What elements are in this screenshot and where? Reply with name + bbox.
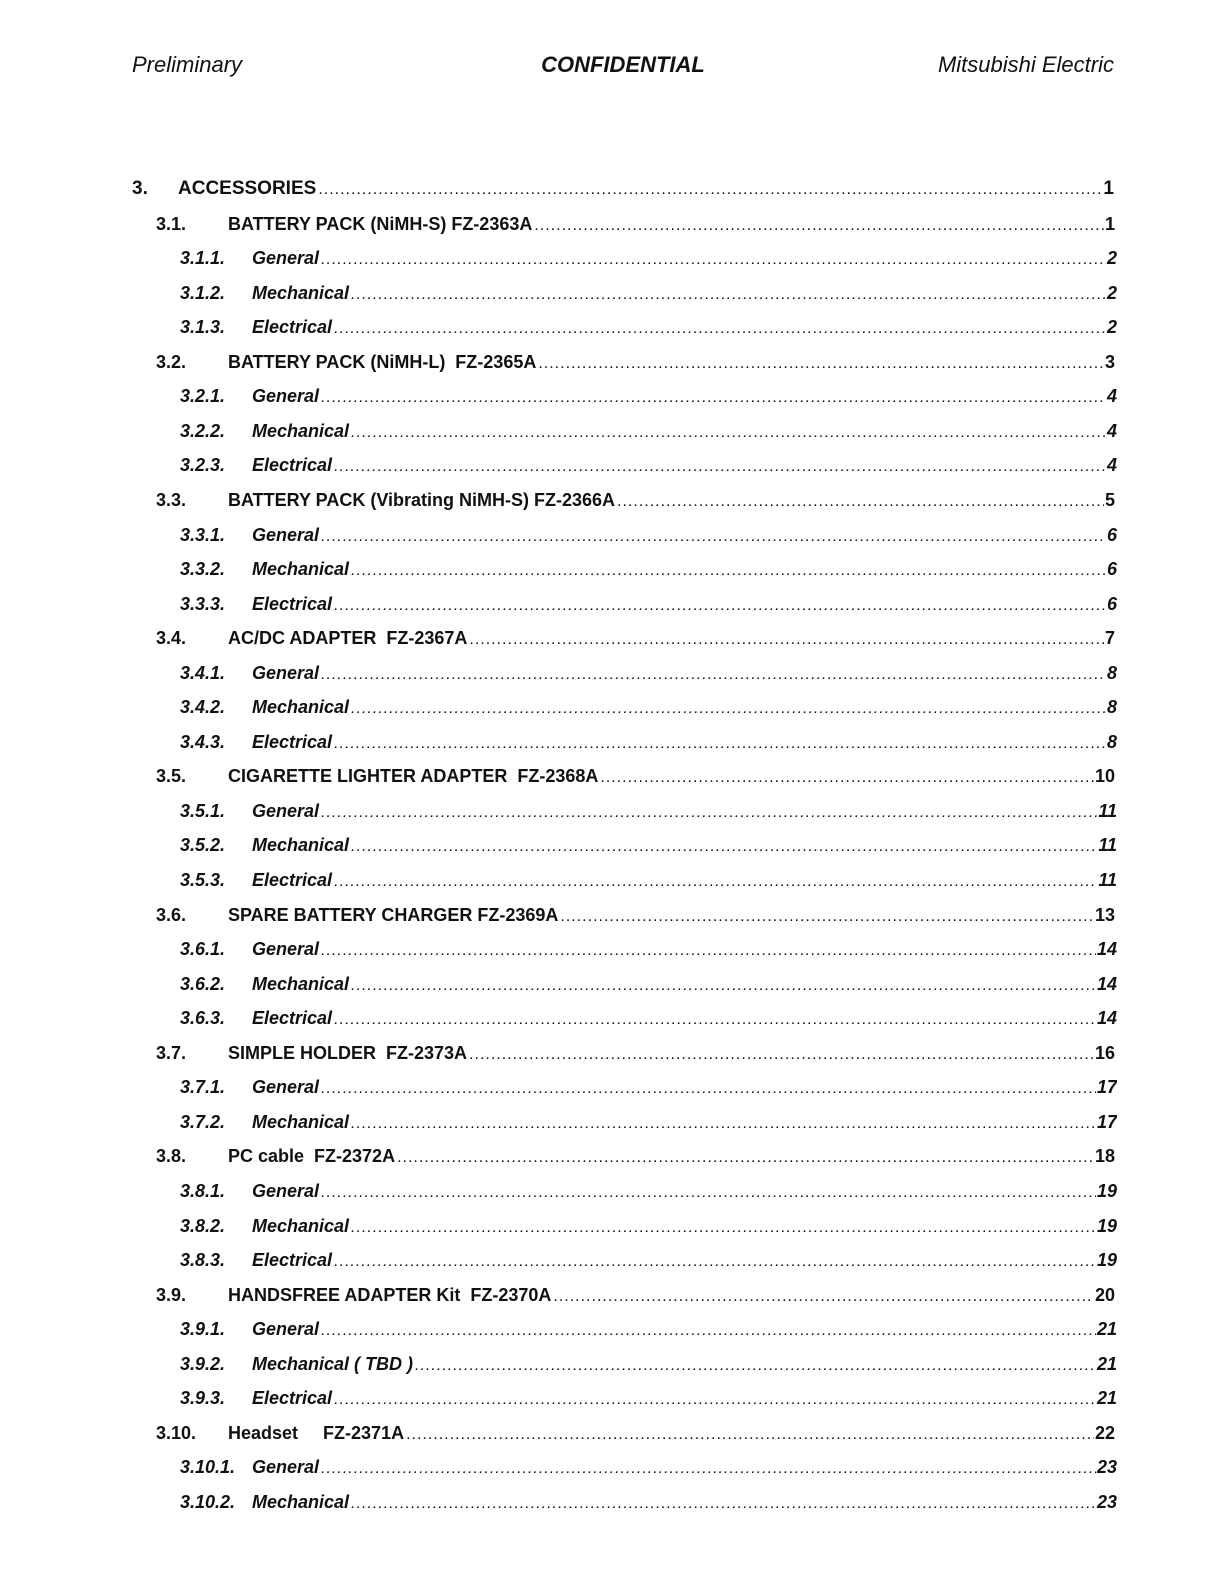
toc-entry [180, 796, 1117, 826]
toc-dot-leader [617, 487, 1104, 515]
toc-entry [180, 1349, 1117, 1379]
toc-entry-number: 3. [132, 178, 148, 199]
toc-entry-number: 3.5.1. [180, 800, 226, 821]
toc-entry [180, 830, 1117, 860]
toc-entry-number: 3.9.2. [180, 1353, 226, 1374]
toc-dot-leader [321, 1316, 1096, 1344]
toc-entry-number: 3.2. [156, 351, 187, 372]
toc-entry [180, 1452, 1117, 1482]
toc-entry-number: 3.6.3. [180, 1008, 226, 1029]
toc-entry [180, 658, 1117, 688]
toc-dot-leader [321, 798, 1097, 826]
toc-entry-number: 3.1. [156, 213, 187, 234]
toc-entry-page: 4 [1106, 386, 1117, 407]
toc-entry [180, 1211, 1117, 1241]
toc-entry-page: 21 [1096, 1353, 1117, 1374]
toc-entry-number: 3.1.3. [180, 317, 226, 338]
toc-entry-page: 17 [1096, 1077, 1117, 1098]
toc-entry-title: Electrical [252, 1008, 333, 1029]
toc-dot-leader [351, 694, 1106, 722]
toc-entry-title: BATTERY PACK (Vibrating NiMH-S) FZ-2366A [228, 489, 616, 510]
toc-entry-page: 23 [1096, 1491, 1117, 1512]
toc-entry-title: Electrical [252, 455, 333, 476]
toc-entry-number: 3.4.2. [180, 697, 226, 718]
toc-entry-title: Mechanical [252, 973, 350, 994]
toc-entry-page: 14 [1096, 939, 1117, 960]
toc-entry-page: 16 [1094, 1042, 1115, 1063]
toc-entry-title: SPARE BATTERY CHARGER FZ-2369A [228, 904, 559, 925]
toc-entry-page: 6 [1106, 524, 1117, 545]
toc-dot-leader [351, 971, 1096, 999]
toc-dot-leader [321, 1178, 1096, 1206]
toc-entry-number: 3.1.1. [180, 248, 226, 269]
toc-entry-number: 3.6. [156, 904, 187, 925]
toc-dot-leader [469, 1040, 1094, 1068]
toc-dot-leader [334, 314, 1106, 342]
toc-entry-title: Mechanical [252, 420, 350, 441]
toc-entry-title: Mechanical [252, 1491, 350, 1512]
toc-entry-page: 8 [1106, 731, 1117, 752]
toc-entry-title: Mechanical ( TBD ) [252, 1353, 414, 1374]
toc-entry-title: BATTERY PACK (NiMH-S) FZ-2363A [228, 213, 533, 234]
toc-dot-leader [334, 1385, 1096, 1413]
toc-entry-title: Mechanical [252, 1111, 350, 1132]
toc-dot-leader [334, 452, 1106, 480]
toc-entry-page: 17 [1096, 1111, 1117, 1132]
toc-dot-leader [351, 1489, 1096, 1517]
toc-entry-page: 10 [1094, 766, 1115, 787]
toc-entry-page: 21 [1096, 1319, 1117, 1340]
toc-entry-page: 7 [1104, 628, 1115, 649]
toc-entry-title: Electrical [252, 870, 333, 890]
toc-entry-title: AC/DC ADAPTER FZ-2367A [228, 628, 468, 649]
toc-entry [180, 243, 1117, 273]
toc-entry [180, 934, 1117, 964]
toc-entry-page: 20 [1094, 1284, 1115, 1305]
toc-entry-title: General [252, 1077, 320, 1098]
toc-entry-page: 4 [1106, 420, 1117, 441]
toc-entry-page: 2 [1106, 248, 1117, 269]
toc-entry-title: HANDSFREE ADAPTER Kit FZ-2370A [228, 1284, 552, 1305]
toc-entry-page: 8 [1106, 697, 1117, 718]
toc-entry [156, 347, 1115, 377]
toc-entry-page: 8 [1106, 662, 1117, 683]
toc-entry-number: 3.1.2. [180, 282, 226, 303]
toc-entry [180, 1176, 1117, 1206]
toc-entry-number: 3.2.2. [180, 420, 226, 441]
toc-entry-title: Headset FZ-2371A [228, 1422, 405, 1443]
toc-entry-number: 3.7.1. [180, 1077, 226, 1098]
toc-entry [156, 761, 1115, 791]
toc-entry-number: 3.5. [156, 766, 187, 787]
toc-entry-page: 2 [1106, 317, 1117, 338]
toc-entry [180, 865, 1117, 895]
toc-entry-number: 3.4.1. [180, 662, 226, 683]
toc-entry [156, 1038, 1115, 1068]
toc-entry-page: 6 [1106, 593, 1117, 614]
toc-entry-number: 3.6.1. [180, 939, 226, 960]
toc-entry [180, 416, 1117, 446]
toc-dot-leader [351, 832, 1097, 860]
toc-entry-number: 3.8.2. [180, 1215, 226, 1236]
toc-entry [180, 554, 1117, 584]
toc-dot-leader [534, 211, 1104, 239]
toc-entry [180, 312, 1117, 342]
toc-dot-leader [321, 660, 1106, 688]
toc-dot-leader [553, 1282, 1094, 1310]
toc-entry-title: Electrical [252, 1388, 333, 1409]
toc-entry-page: 19 [1096, 1250, 1117, 1271]
toc-entry-page: 23 [1096, 1457, 1117, 1478]
toc-entry-page: 6 [1106, 559, 1117, 580]
toc-entry-number: 3.2.1. [180, 386, 226, 407]
toc-dot-leader [334, 729, 1106, 757]
toc-dot-leader [538, 349, 1104, 377]
toc-entry [180, 969, 1117, 999]
toc-entry-page: 2 [1106, 282, 1117, 303]
toc-entry-title: SIMPLE HOLDER FZ-2373A [228, 1042, 468, 1063]
toc-dot-leader [334, 1005, 1096, 1033]
toc-dot-leader [469, 625, 1104, 653]
toc-entry [180, 520, 1117, 550]
toc-entry-number: 3.3.3. [180, 593, 226, 614]
header-company: Mitsubishi Electric [937, 52, 1114, 77]
toc-entry-number: 3.7.2. [180, 1111, 226, 1132]
toc-entry-page: 19 [1096, 1215, 1117, 1236]
toc-entry-page: 1 [1103, 178, 1114, 199]
toc-entry-title: Electrical [252, 731, 333, 752]
toc-entry-number: 3.5.3. [180, 870, 226, 890]
toc-entry-page: 13 [1094, 904, 1115, 925]
toc-entry-page: 11 [1098, 800, 1117, 821]
toc-entry [180, 450, 1117, 480]
toc-entry [180, 278, 1117, 308]
toc-dot-leader [321, 1074, 1096, 1102]
toc-entry-number: 3.4.3. [180, 731, 226, 752]
toc-entry [132, 174, 1114, 204]
toc-entry [180, 589, 1117, 619]
header-confidential: CONFIDENTIAL [541, 52, 705, 77]
toc-dot-leader [415, 1351, 1096, 1379]
toc-entry [180, 1245, 1117, 1275]
toc-entry-number: 3.3.1. [180, 524, 226, 545]
toc-entry-number: 3.10. [156, 1422, 197, 1443]
toc-entry-title: BATTERY PACK (NiMH-L) FZ-2365A [228, 351, 537, 372]
toc-entry [156, 485, 1115, 515]
toc-entry [156, 1141, 1115, 1171]
toc-entry-page: 3 [1104, 351, 1115, 372]
toc-entry-title: Mechanical [252, 697, 350, 718]
toc-entry-title: Electrical [252, 1250, 333, 1271]
toc-entry-title: General [252, 386, 320, 407]
toc-dot-leader [321, 522, 1106, 550]
toc-entry-page: 11 [1098, 835, 1117, 856]
toc-entry-number: 3.2.3. [180, 455, 226, 476]
toc-dot-leader [334, 1247, 1096, 1275]
toc-dot-leader [397, 1143, 1094, 1171]
toc-entry-number: 3.4. [156, 628, 187, 649]
toc-entry [180, 692, 1117, 722]
toc-entry-title: ACCESSORIES [178, 178, 317, 199]
toc-entry-title: Electrical [252, 317, 333, 338]
toc-entry-number: 3.10.1. [180, 1457, 236, 1478]
toc-entry [156, 900, 1115, 930]
toc-entry-title: Mechanical [252, 835, 350, 856]
toc-dot-leader [351, 1109, 1096, 1137]
toc-entry [156, 1280, 1115, 1310]
toc-entry-title: General [252, 524, 320, 545]
toc-entry-title: General [252, 1319, 320, 1340]
toc-entry-title: General [252, 1457, 320, 1478]
toc-entry-page: 5 [1104, 489, 1115, 510]
toc-dot-leader [321, 245, 1106, 273]
toc-dot-leader [351, 280, 1106, 308]
toc-entry-title: Mechanical [252, 282, 350, 303]
toc-entry-page: 22 [1094, 1422, 1115, 1443]
toc-entry-page: 1 [1104, 213, 1115, 234]
toc-entry [180, 381, 1117, 411]
toc-dot-leader [351, 556, 1106, 584]
toc-entry-number: 3.5.2. [180, 835, 226, 856]
toc-dot-leader [406, 1420, 1094, 1448]
toc-entry-title: PC cable FZ-2372A [228, 1146, 396, 1167]
toc-entry-page: 18 [1094, 1146, 1115, 1167]
toc-entry [180, 1107, 1117, 1137]
page-header [132, 52, 1114, 88]
toc-entry-title: General [252, 939, 320, 960]
toc-dot-leader [321, 936, 1096, 964]
toc-dot-leader [321, 1454, 1096, 1482]
toc-entry-number: 3.7. [156, 1042, 187, 1063]
toc-entry [180, 727, 1117, 757]
toc-entry-page: 11 [1098, 870, 1117, 890]
toc-entry-number: 3.8. [156, 1146, 187, 1167]
toc-entry-number: 3.9. [156, 1284, 187, 1305]
toc-dot-leader [334, 591, 1106, 619]
toc-dot-leader [600, 763, 1094, 791]
toc-dot-leader [334, 867, 1097, 895]
toc-entry [156, 623, 1115, 653]
toc-entry-title: CIGARETTE LIGHTER ADAPTER FZ-2368A [228, 766, 599, 787]
toc-entry-title: General [252, 662, 320, 683]
toc-dot-leader [318, 175, 1102, 204]
toc-dot-leader [560, 902, 1094, 930]
toc-entry-number: 3.9.3. [180, 1388, 226, 1409]
toc-entry-number: 3.3.2. [180, 559, 226, 580]
toc-entry-page: 21 [1096, 1388, 1117, 1409]
toc-entry [180, 1072, 1117, 1102]
toc-entry [180, 1003, 1117, 1033]
toc-entry-number: 3.8.1. [180, 1180, 226, 1201]
toc-entry-page: 14 [1096, 1008, 1117, 1029]
toc-entry [180, 1487, 1117, 1517]
toc-dot-leader [321, 383, 1106, 411]
toc-entry-number: 3.6.2. [180, 973, 226, 994]
toc-dot-leader [351, 418, 1106, 446]
toc-entry-number: 3.8.3. [180, 1250, 226, 1271]
toc-dot-leader [351, 1213, 1096, 1241]
toc-entry-page: 19 [1096, 1180, 1117, 1201]
toc-entry [156, 209, 1115, 239]
toc-entry-number: 3.3. [156, 489, 187, 510]
toc-entry-title: Electrical [252, 593, 333, 614]
toc-entry [180, 1383, 1117, 1413]
toc-entry-title: General [252, 248, 320, 269]
toc-entry-title: General [252, 800, 320, 821]
toc-entry [156, 1418, 1115, 1448]
toc-entry-number: 3.10.2. [180, 1491, 236, 1512]
toc-entry-page: 14 [1096, 973, 1117, 994]
toc-entry-page: 4 [1106, 455, 1117, 476]
header-preliminary: Preliminary [132, 52, 243, 77]
toc-entry [180, 1314, 1117, 1344]
toc-entry-number: 3.9.1. [180, 1319, 226, 1340]
toc-entry-title: Mechanical [252, 1215, 350, 1236]
toc-entry-title: Mechanical [252, 559, 350, 580]
toc-entry-title: General [252, 1180, 320, 1201]
